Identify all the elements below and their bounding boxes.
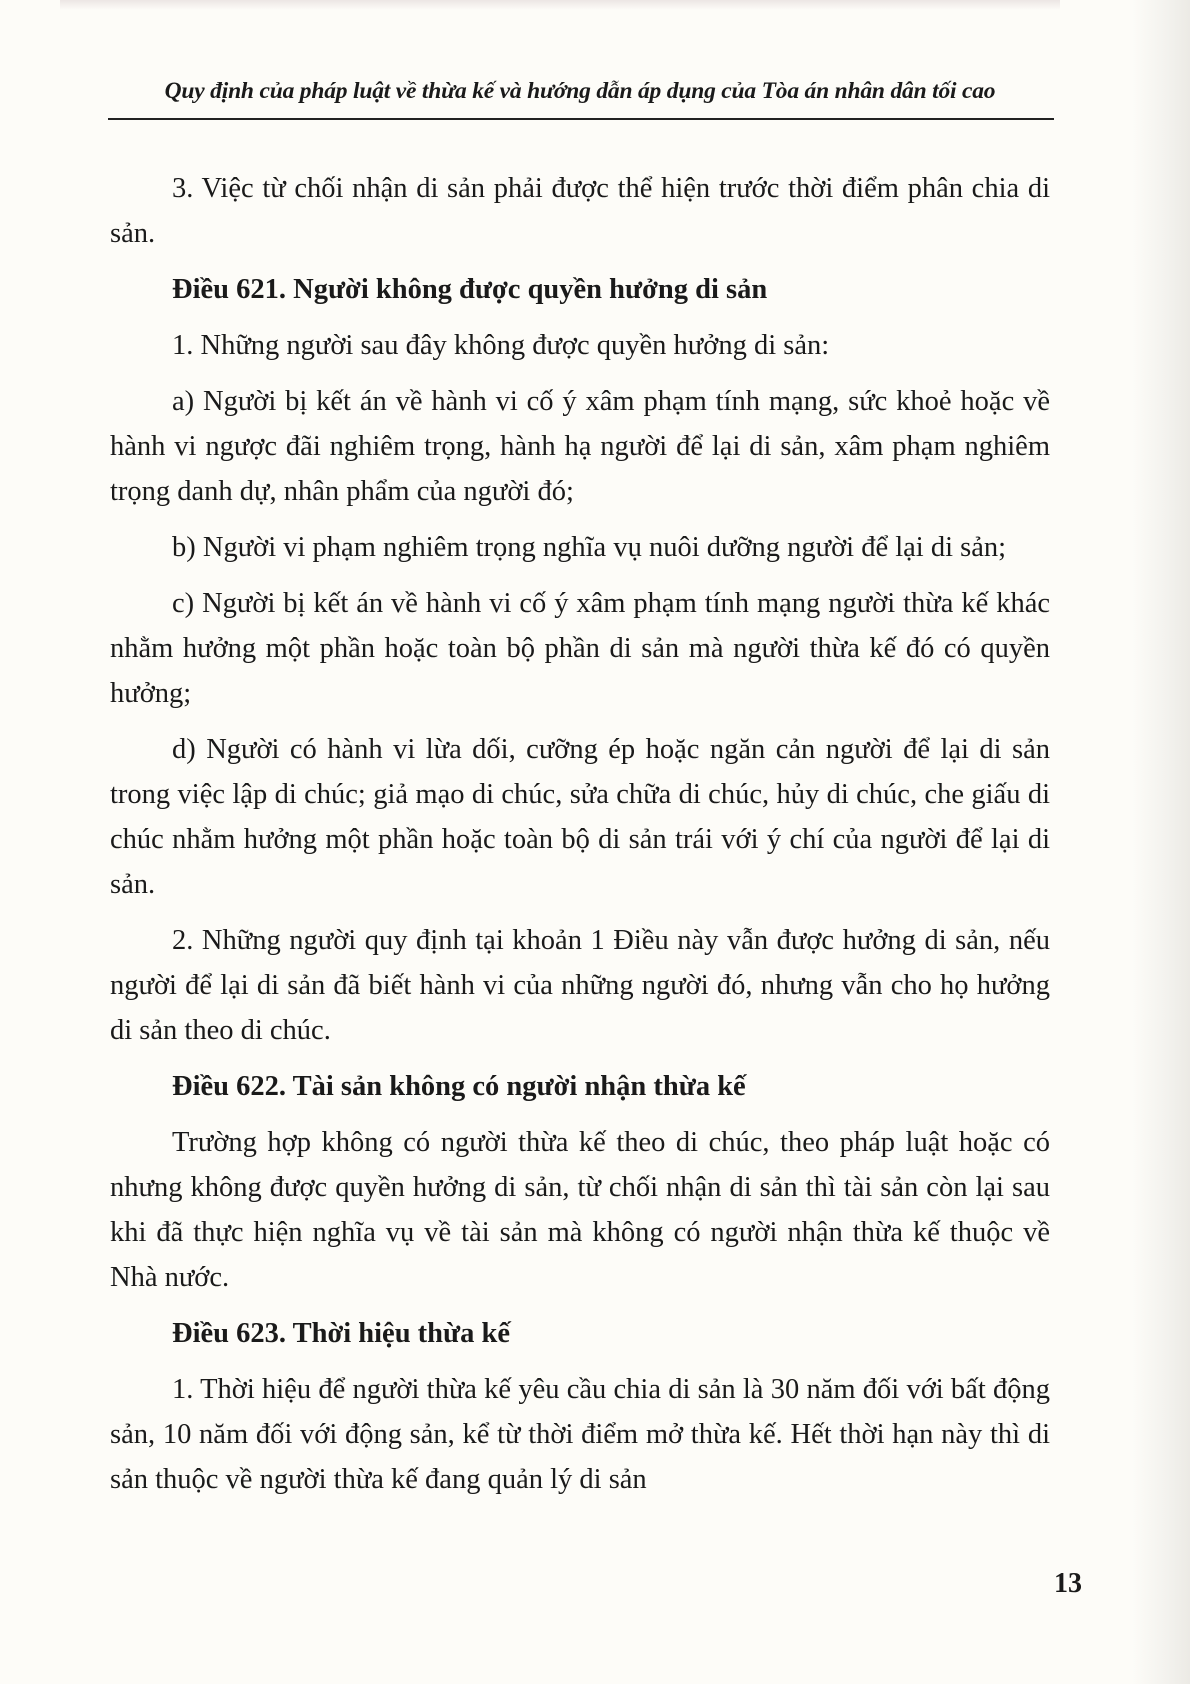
paragraph: a) Người bị kết án về hành vi cố ý xâm phạm tính mạng, sức khoẻ hoặc về hành vi ngược đãi nghiêm trọng, hành hạ người để lại di sản, xâm phạm nghiêm trọng danh dự, nhân phẩm của người đó;	[110, 386, 1050, 507]
paragraph: 3. Việc từ chối nhận di sản phải được thể hiện trước thời điểm phân chia di sản.	[110, 173, 1050, 249]
article-heading-622: Điều 622. Tài sản không có người nhận thừa kế	[172, 1071, 746, 1102]
paragraph: Trường hợp không có người thừa kế theo di chúc, theo pháp luật hoặc có nhưng không được quyền hưởng di sản, từ chối nhận di sản thì tài sản còn lại sau khi đã thực hiện nghĩa vụ về tài sản mà không có người nhận thừa kế thuộc về Nhà nước.	[110, 1127, 1050, 1293]
paragraph: 1. Thời hiệu để người thừa kế yêu cầu chia di sản là 30 năm đối với bất động sản, 10 năm đối với động sản, kể từ thời điểm mở thừa kế. Hết thời hạn này thì di sản thuộc về người thừa kế đang quản lý di sản	[110, 1374, 1050, 1495]
article-heading-623: Điều 623. Thời hiệu thừa kế	[172, 1318, 511, 1349]
running-header: Quy định của pháp luật về thừa kế và hướng dẫn áp dụng của Tòa án nhân dân tối cao	[164, 78, 996, 104]
article-heading-621: Điều 621. Người không được quyền hưởng di sản	[172, 274, 768, 305]
page-top-edge	[60, 0, 1060, 10]
paragraph: 1. Những người sau đây không được quyền hưởng di sản:	[172, 330, 830, 361]
page-body	[110, 166, 1050, 1513]
paragraph: c) Người bị kết án về hành vi cố ý xâm phạm tính mạng người thừa kế khác nhằm hưởng một phần hoặc toàn bộ phần di sản mà người thừa kế đó có quyền hưởng;	[110, 588, 1050, 709]
page-number: 13	[1054, 1568, 1082, 1599]
paragraph: d) Người có hành vi lừa dối, cưỡng ép hoặc ngăn cản người để lại di sản trong việc lập di chúc; giả mạo di chúc, sửa chữa di chúc, hủy di chúc, che giấu di chúc nhằm hưởng một phần hoặc toàn bộ di sản trái với ý chí của người để lại di sản.	[110, 734, 1050, 900]
paragraph: b) Người vi phạm nghiêm trọng nghĩa vụ nuôi dưỡng người để lại di sản;	[172, 532, 1007, 563]
page-right-edge	[1132, 0, 1190, 1684]
paragraph: 2. Những người quy định tại khoản 1 Điều này vẫn được hưởng di sản, nếu người để lại di sản đã biết hành vi của những người đó, nhưng vẫn cho họ hưởng di sản theo di chúc.	[110, 925, 1050, 1046]
header-rule	[108, 118, 1054, 120]
